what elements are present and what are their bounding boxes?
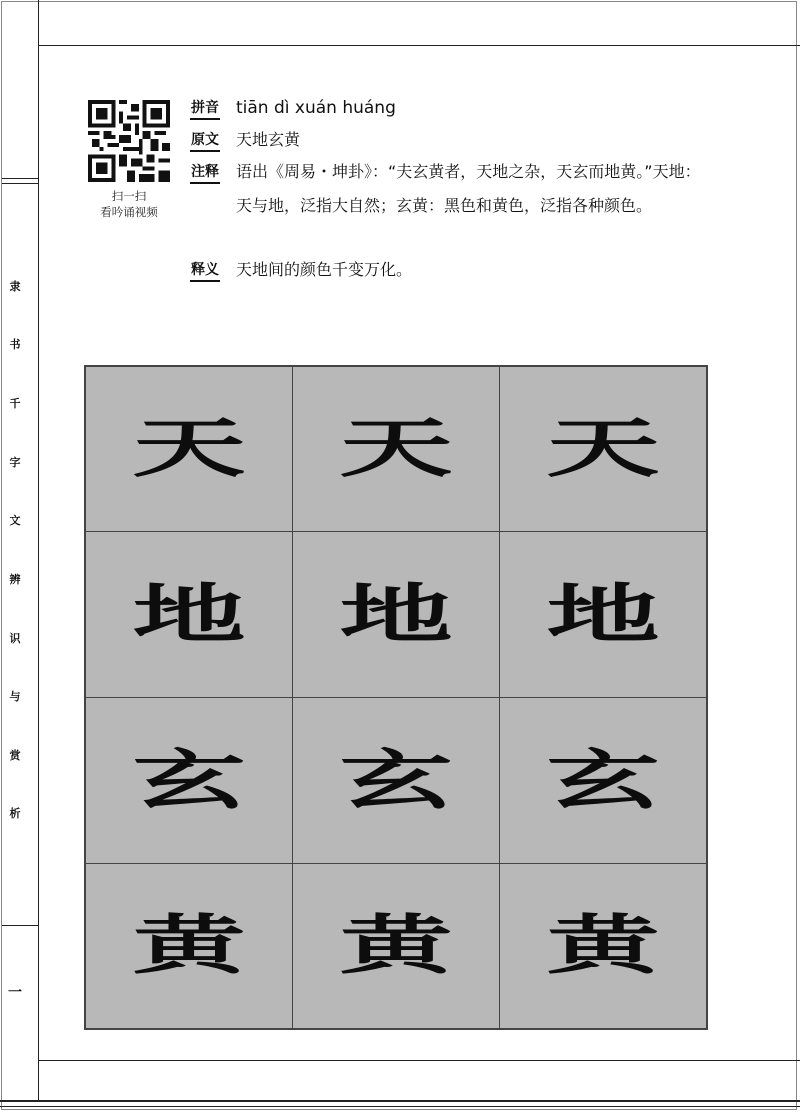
calligraphy-glyph: 天 xyxy=(339,411,453,486)
note-label: 注释 xyxy=(190,163,220,184)
calligraphy-cell xyxy=(292,531,500,698)
bottom-rule-1 xyxy=(0,1100,800,1102)
calligraphy-cell xyxy=(499,863,707,1029)
calligraphy-cell xyxy=(499,366,707,532)
sidebar-rule-bottom xyxy=(2,925,38,926)
sidebar-title-char: 辨 xyxy=(9,573,21,586)
sidebar-title-char: 文 xyxy=(9,514,21,527)
sidebar-rule-top-2 xyxy=(2,183,38,184)
sidebar-title-char: 千 xyxy=(9,397,21,410)
sidebar-title-char: 赏 xyxy=(9,749,21,762)
sidebar-title-char: 隶 xyxy=(9,280,21,293)
sidebar-title-char: 识 xyxy=(9,632,21,645)
original-label: 原文 xyxy=(190,131,220,152)
calligraphy-glyph: 黄 xyxy=(339,908,453,983)
calligraphy-cell xyxy=(499,697,707,864)
calligraphy-glyph: 地 xyxy=(546,576,660,652)
calligraphy-cell xyxy=(85,863,293,1029)
sidebar-title-char: 与 xyxy=(9,690,21,703)
margin-line-left xyxy=(38,0,39,1100)
qr-caption xyxy=(78,188,180,220)
calligraphy-cell xyxy=(292,697,500,864)
original-text: 天地玄黄 xyxy=(236,130,301,149)
calligraphy-cell xyxy=(292,863,500,1029)
calligraphy-glyph: 玄 xyxy=(546,742,660,818)
sidebar-rule-top xyxy=(2,178,38,179)
calligraphy-glyph: 黄 xyxy=(132,908,246,983)
calligraphy-glyph: 天 xyxy=(546,411,660,486)
calligraphy-glyph: 天 xyxy=(132,411,246,486)
calligraphy-cell xyxy=(85,366,293,532)
calligraphy-glyph: 黄 xyxy=(546,908,660,983)
bottom-rule-2 xyxy=(0,1106,800,1107)
note-text: 语出《周易・坤卦》：“夫玄黄者，天地之杂，天玄而地黄。”天地：天与地，泛指大自然；玄黄：黑色和黄色，泛指各种颜色。 xyxy=(236,162,701,215)
calligraphy-cell xyxy=(499,531,707,698)
calligraphy-cell xyxy=(85,697,293,864)
calligraphy-cell xyxy=(85,531,293,698)
qr-code-icon[interactable] xyxy=(88,100,170,182)
sidebar-title-char: 字 xyxy=(9,456,21,469)
meaning-label: 释义 xyxy=(190,261,220,282)
meaning-text: 天地间的颜色千变万化。 xyxy=(236,260,413,279)
calligraphy-grid xyxy=(84,365,708,1030)
header-rule xyxy=(38,45,800,46)
calligraphy-cell xyxy=(292,366,500,532)
calligraphy-glyph: 地 xyxy=(339,576,453,652)
calligraphy-glyph: 玄 xyxy=(339,742,453,818)
sidebar-title-char: 析 xyxy=(9,807,21,820)
calligraphy-glyph: 地 xyxy=(132,576,246,652)
page-number: 一 xyxy=(8,985,22,1001)
calligraphy-glyph: 玄 xyxy=(132,742,246,818)
qr-caption-line1: 扫一扫 xyxy=(111,189,147,203)
pinyin-label: 拼音 xyxy=(190,99,220,120)
pinyin-text: tiān dì xuán huáng xyxy=(236,98,396,118)
footer-rule xyxy=(38,1060,800,1061)
qr-caption-line2: 看吟诵视频 xyxy=(100,205,158,219)
sidebar-title-char: 书 xyxy=(9,338,21,351)
